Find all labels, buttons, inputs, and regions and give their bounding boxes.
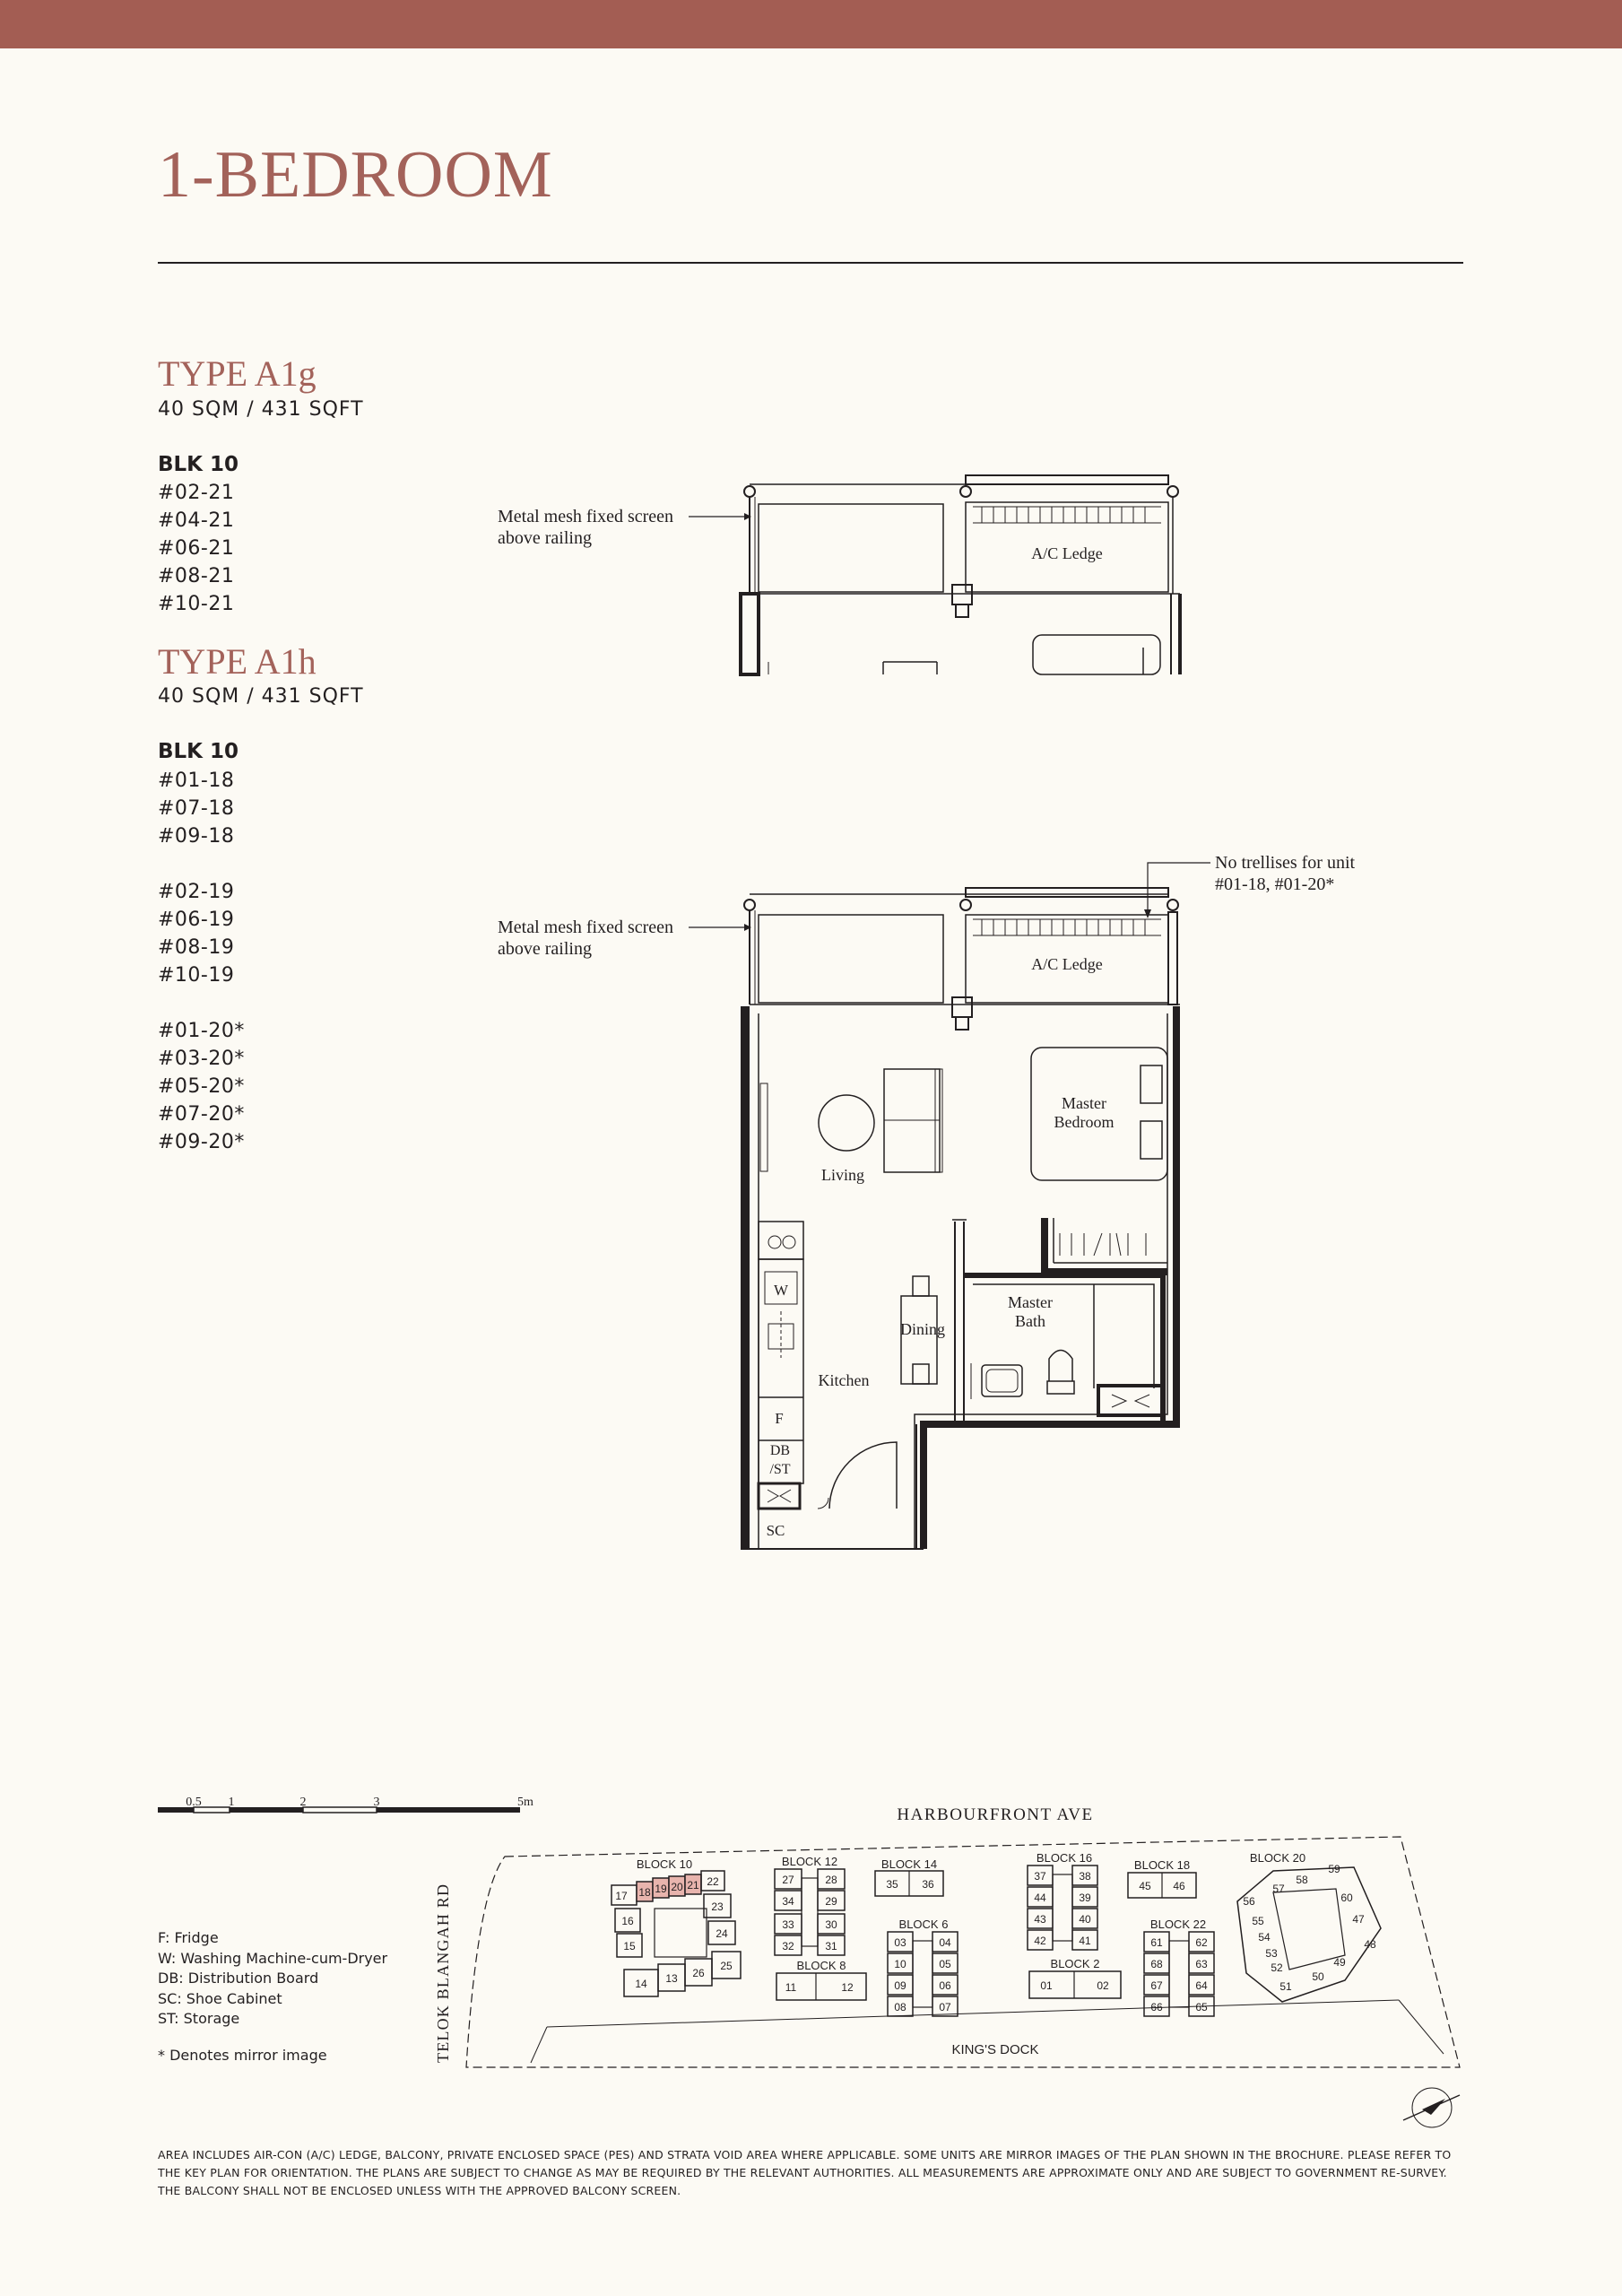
unit-label: 30 — [825, 1918, 837, 1931]
unit-label: 61 — [1150, 1936, 1163, 1949]
unit-label: 21 — [687, 1879, 699, 1892]
fridge-label: F — [775, 1410, 784, 1427]
unit-label: 19 — [655, 1883, 667, 1895]
unit-label: 51 — [1279, 1980, 1292, 1993]
ac-ledge-label-a1g: A/C Ledge — [1031, 544, 1103, 562]
unit-number: #08-19 — [158, 936, 235, 959]
unit-label: 63 — [1195, 1958, 1208, 1970]
unit-label: 17 — [615, 1890, 628, 1902]
db-label: DB — [769, 1443, 791, 1458]
unit-label: 60 — [1340, 1892, 1353, 1904]
type-a1h-block: BLK 10 — [158, 740, 239, 763]
unit-label: 09 — [894, 1979, 906, 1992]
unit-label: 04 — [939, 1936, 951, 1949]
page-title: 1-BEDROOM — [158, 138, 553, 212]
unit-label: 55 — [1252, 1915, 1264, 1927]
type-a1g-heading: TYPE A1g — [158, 353, 317, 394]
block-label: BLOCK 14 — [880, 1857, 938, 1871]
unit-label: 43 — [1034, 1913, 1046, 1926]
master-bath-label-2: Bath — [1015, 1312, 1045, 1330]
unit-label: 02 — [1097, 1979, 1109, 1992]
scale-tick: 5m — [517, 1796, 533, 1809]
mesh-screen-label-a1h: Metal mesh fixed screen — [498, 918, 674, 937]
kitchen-label: Kitchen — [818, 1371, 870, 1389]
block-label: BLOCK 2 — [1050, 1957, 1100, 1970]
unit-label: 64 — [1195, 1979, 1208, 1992]
unit-label: 01 — [1040, 1979, 1053, 1992]
unit-number: #06-19 — [158, 909, 235, 931]
unit-label: 44 — [1034, 1892, 1046, 1904]
unit-label: 36 — [922, 1878, 934, 1891]
block-label: BLOCK 18 — [1133, 1858, 1191, 1872]
unit-label: 59 — [1328, 1863, 1340, 1875]
unit-number: #03-20* — [158, 1048, 245, 1070]
legend-item: ST: Storage — [158, 2010, 240, 2027]
unit-label: 58 — [1296, 1874, 1308, 1886]
unit-label: 46 — [1173, 1880, 1185, 1892]
unit-number: #05-20* — [158, 1075, 245, 1098]
key-plan — [466, 1837, 1460, 2127]
unit-label: 03 — [894, 1936, 906, 1949]
scale-tick: 1 — [228, 1796, 235, 1809]
type-a1g-area: 40 SQM / 431 SQFT — [158, 398, 364, 421]
unit-label: 24 — [716, 1927, 728, 1940]
type-a1g-block: BLK 10 — [158, 453, 239, 476]
unit-label: 41 — [1079, 1935, 1091, 1947]
unit-label: 50 — [1312, 1970, 1324, 1983]
unit-label: 23 — [711, 1900, 724, 1913]
unit-label: 34 — [782, 1895, 794, 1908]
unit-number: #08-21 — [158, 565, 235, 587]
disclaimer: AREA INCLUDES AIR-CON (A/C) LEDGE, BALCONY, PRIVATE ENCLOSED SPACE (PES) AND STRATA VOID AREA WHERE APPLICABLE. SOME UNITS ARE MIRROR IMAGES OF THE PLAN SHOWN IN THE BROCHURE. PLEASE REFER TO THE KEY PLAN FOR ORIENTATION. THE PLANS ARE SUBJECT TO CHANGE AS MAY BE REQUIRED BY THE RELEVANT AUTHORITIES. ALL MEASUREMENTS ARE APPROXIMATE ONLY AND ARE SUBJECT TO GOVERNMENT RE-SURVEY. THE BALCONY SHALL NOT BE ENCLOSED UNLESS WITH THE APPROVED BALCONY SCREEN. — [158, 2148, 1452, 2197]
legend-item: F: Fridge — [158, 1929, 219, 1946]
north-arrow-icon — [1403, 2088, 1460, 2127]
unit-label: 47 — [1352, 1913, 1365, 1926]
unit-label: 20 — [671, 1881, 683, 1893]
no-trellises-units: #01-18, #01-20* — [1215, 874, 1335, 894]
unit-label: 56 — [1243, 1895, 1255, 1908]
unit-label: 39 — [1079, 1892, 1091, 1904]
block-label: BLOCK 16 — [1036, 1851, 1093, 1865]
block-label: BLOCK 22 — [1149, 1918, 1207, 1931]
unit-label: 48 — [1364, 1938, 1376, 1951]
unit-number: #01-18 — [158, 770, 235, 792]
unit-label: 52 — [1271, 1961, 1283, 1974]
unit-number: #09-20* — [158, 1131, 245, 1153]
unit-number: #09-18 — [158, 825, 235, 848]
master-bedroom-label-2: Bedroom — [1054, 1113, 1115, 1131]
master-bath-label: Master — [1008, 1293, 1053, 1311]
legend-item: SC: Shoe Cabinet — [158, 1989, 282, 2007]
unit-label: 45 — [1139, 1880, 1151, 1892]
main-floor-plan — [689, 863, 1210, 1549]
dining-label: Dining — [899, 1320, 946, 1338]
no-trellises-label: No trellises for unit — [1215, 853, 1356, 873]
unit-label: 15 — [623, 1940, 636, 1952]
unit-label: 26 — [692, 1967, 705, 1979]
unit-label: 31 — [825, 1940, 837, 1952]
washer-label: W — [773, 1282, 789, 1299]
unit-label: 66 — [1150, 2001, 1163, 2013]
unit-label: 08 — [894, 2001, 906, 2013]
block-label: BLOCK 6 — [898, 1918, 949, 1931]
type-a1h-heading: TYPE A1h — [158, 641, 317, 682]
unit-label: 25 — [720, 1960, 733, 1972]
master-bedroom-label: Master — [1062, 1094, 1106, 1112]
unit-label: 14 — [635, 1978, 647, 1990]
unit-label: 35 — [886, 1878, 898, 1891]
unit-label: 18 — [638, 1886, 651, 1899]
scale-tick: 3 — [373, 1796, 380, 1809]
unit-label: 67 — [1150, 1979, 1163, 1992]
unit-number: #07-18 — [158, 797, 235, 820]
unit-label: 27 — [782, 1874, 794, 1886]
unit-label: 65 — [1195, 2001, 1208, 2013]
road-telok-blangah: TELOK BLANGAH RD — [434, 1883, 452, 2063]
unit-number: #01-20* — [158, 1020, 245, 1042]
unit-label: 12 — [841, 1981, 854, 1994]
unit-label: 22 — [707, 1875, 719, 1888]
unit-label: 49 — [1333, 1956, 1346, 1969]
mesh-screen-label-a1g-2: above railing — [498, 528, 592, 548]
unit-label: 13 — [665, 1972, 678, 1985]
block-label: BLOCK 20 — [1249, 1851, 1306, 1865]
upper-partial-plan — [689, 475, 1180, 674]
road-harbourfront-ave: HARBOURFRONT AVE — [897, 1805, 1094, 1824]
unit-label: 28 — [825, 1874, 837, 1886]
unit-label: 54 — [1258, 1931, 1271, 1944]
unit-number: #02-19 — [158, 881, 235, 903]
unit-number: #04-21 — [158, 509, 235, 532]
unit-label: 42 — [1034, 1935, 1046, 1947]
st-label: /ST — [769, 1462, 791, 1477]
mesh-screen-label-a1g: Metal mesh fixed screen — [498, 507, 674, 526]
sc-label: SC — [766, 1522, 785, 1539]
unit-label: 37 — [1034, 1870, 1046, 1883]
unit-label: 29 — [825, 1895, 837, 1908]
unit-number: #10-21 — [158, 593, 235, 615]
unit-number: #07-20* — [158, 1103, 245, 1126]
unit-label: 06 — [939, 1979, 951, 1992]
unit-number: #10-19 — [158, 964, 235, 987]
unit-label: 07 — [939, 2001, 951, 2013]
unit-label: 68 — [1150, 1958, 1163, 1970]
unit-label: 32 — [782, 1940, 794, 1952]
living-label: Living — [821, 1166, 864, 1184]
kings-dock-label: KING'S DOCK — [951, 2042, 1039, 2057]
ac-ledge-label-a1h: A/C Ledge — [1031, 955, 1103, 973]
block-label: BLOCK 10 — [636, 1857, 693, 1871]
unit-label: 05 — [939, 1958, 951, 1970]
scale-bar — [158, 1796, 533, 1813]
unit-number: #02-21 — [158, 482, 235, 504]
unit-label: 16 — [621, 1915, 634, 1927]
unit-number: #06-21 — [158, 537, 235, 560]
unit-label: 53 — [1265, 1947, 1278, 1960]
unit-label: 40 — [1079, 1913, 1091, 1926]
unit-label: 38 — [1079, 1870, 1091, 1883]
unit-label: 33 — [782, 1918, 794, 1931]
unit-label: 11 — [785, 1981, 797, 1994]
unit-label: 57 — [1272, 1883, 1285, 1895]
block-label: BLOCK 12 — [781, 1855, 838, 1868]
scale-tick: 0.5 — [186, 1796, 202, 1809]
unit-label: 62 — [1195, 1936, 1208, 1949]
legend-item: DB: Distribution Board — [158, 1970, 319, 1987]
scale-tick: 2 — [299, 1796, 307, 1809]
unit-label: 10 — [894, 1958, 906, 1970]
type-a1h-area: 40 SQM / 431 SQFT — [158, 685, 364, 708]
mesh-screen-label-a1h-2: above railing — [498, 939, 592, 959]
block-label: BLOCK 8 — [796, 1959, 846, 1972]
mirror-image-note: * Denotes mirror image — [158, 2046, 327, 2064]
legend — [158, 1928, 387, 2066]
legend-item: W: Washing Machine-cum-Dryer — [158, 1949, 388, 1967]
